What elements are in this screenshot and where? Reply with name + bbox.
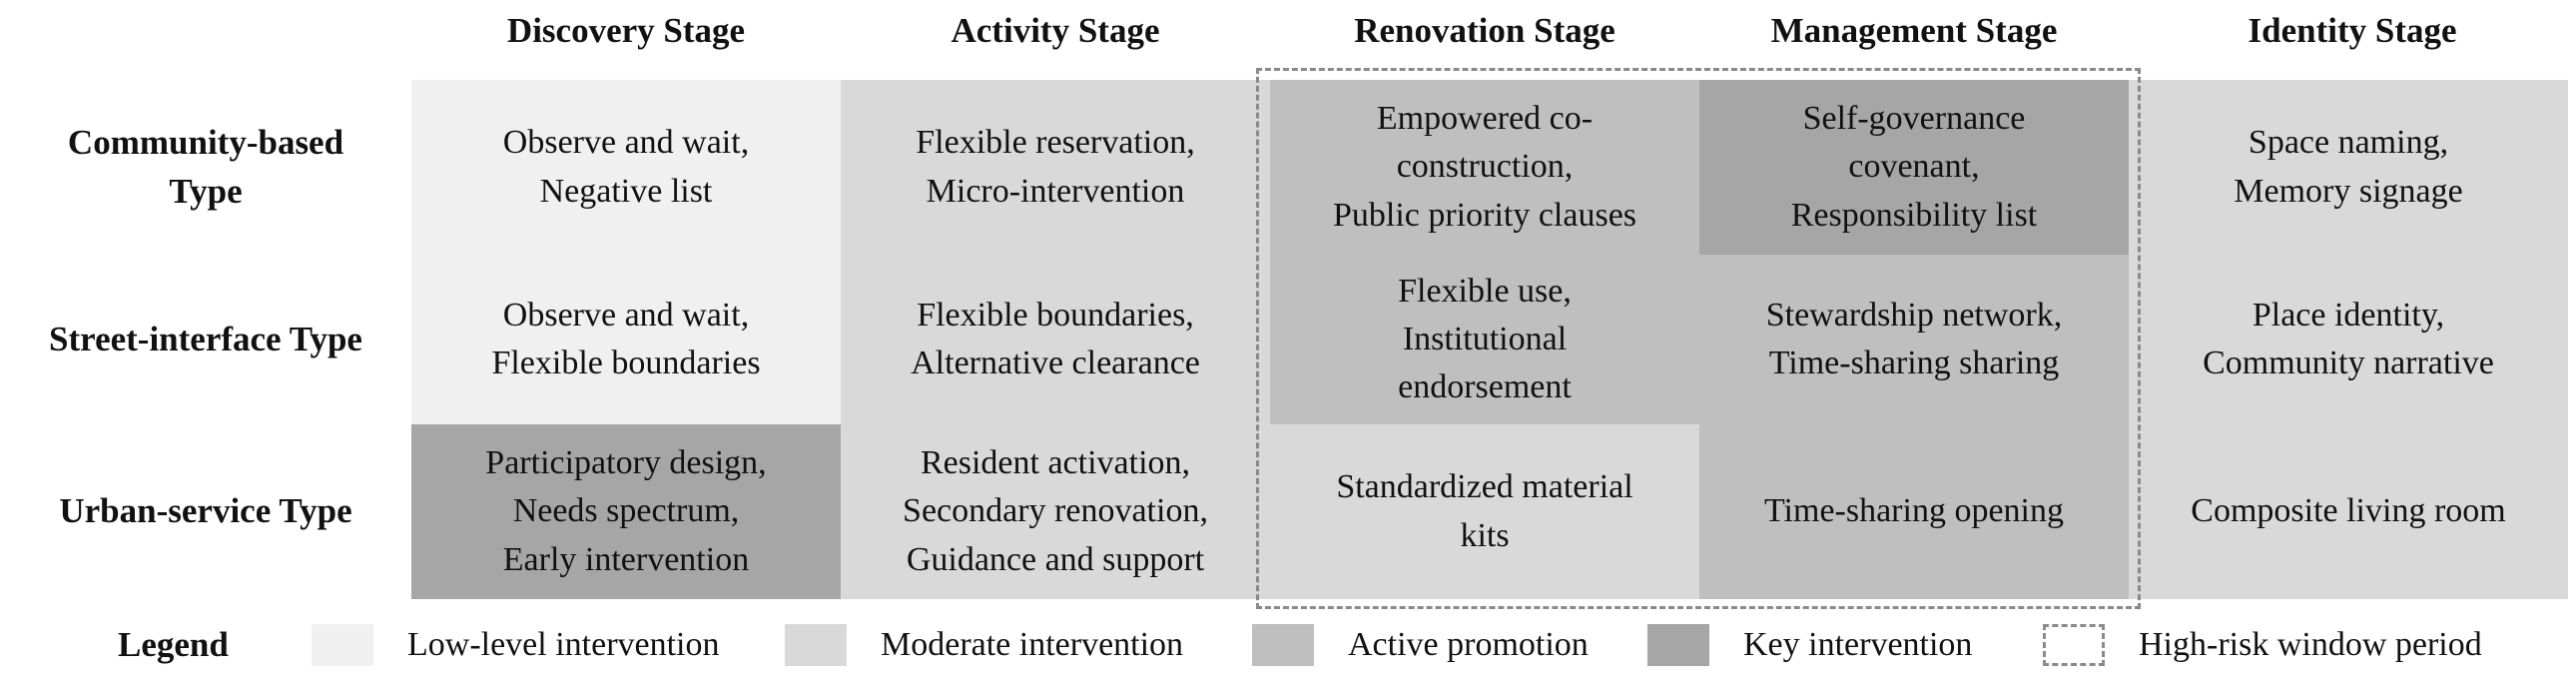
cell-community-management: [1699, 80, 2129, 255]
cell-text: Flexible use, Institutional endorsement: [1398, 272, 1572, 406]
legend-swatch-key: [1647, 624, 1709, 666]
cell-community-discovery: [411, 80, 841, 255]
cell-urban-identity: [2129, 424, 2568, 599]
cell-urban-activity: [841, 424, 1270, 599]
legend-label-active: Active promotion: [1348, 626, 1589, 663]
cell-text: Standardized material kits: [1336, 468, 1633, 554]
cell-urban-renovation: [1270, 424, 1699, 599]
cell-urban-management: [1699, 424, 2129, 599]
cell-text: Observe and wait, Negative list: [502, 124, 750, 210]
legend-title: Legend: [118, 625, 229, 664]
column-header-identity-stage: Identity Stage: [2248, 11, 2457, 50]
cell-street-identity: [2129, 255, 2568, 424]
row-header-urban-service-type: Urban-service Type: [59, 491, 352, 531]
cell-text: Empowered co- construction, Public priority clauses: [1332, 100, 1637, 234]
cell-text: Flexible boundaries, Alternative clearance: [911, 296, 1200, 381]
cell-community-identity: [2129, 80, 2568, 255]
cell-street-renovation: [1270, 255, 1699, 424]
legend-label-moderate: Moderate intervention: [881, 626, 1184, 663]
cell-text: Composite living room: [2191, 492, 2506, 530]
cell-text: Space naming, Memory signage: [2234, 124, 2463, 210]
row-header-community-based-type: Community-based Type: [67, 123, 344, 211]
legend-label-key: Key intervention: [1743, 626, 1973, 663]
column-header-activity-stage: Activity Stage: [951, 11, 1160, 50]
column-header-management-stage: Management Stage: [1770, 11, 2058, 50]
legend-swatch-low: [312, 624, 373, 666]
legend-swatch-moderate: [785, 624, 847, 666]
cell-text: Participatory design, Needs spectrum, Early intervention: [485, 444, 767, 578]
cell-urban-discovery: [411, 424, 841, 599]
legend-label-low: Low-level intervention: [407, 626, 720, 663]
cell-street-activity: [841, 255, 1270, 424]
cell-text: Time-sharing opening: [1763, 492, 2064, 530]
legend-swatch-active: [1252, 624, 1314, 666]
column-header-discovery-stage: Discovery Stage: [506, 11, 746, 50]
column-header-renovation-stage: Renovation Stage: [1354, 11, 1615, 50]
cell-text: Stewardship network, Time-sharing sharing: [1765, 296, 2063, 381]
cell-text: Observe and wait, Flexible boundaries: [491, 296, 761, 381]
cell-text: Flexible reservation, Micro-intervention: [916, 124, 1195, 210]
cell-street-management: [1699, 255, 2129, 424]
cell-text: Place identity, Community narrative: [2203, 296, 2494, 381]
cell-text: Resident activation, Secondary renovation, Guidance and support: [903, 444, 1208, 578]
cell-street-discovery: [411, 255, 841, 424]
cell-text: Self-governance covenant, Responsibility list: [1790, 100, 2038, 234]
cell-community-activity: [841, 80, 1270, 255]
legend-swatch-high-risk: [2043, 624, 2105, 666]
cell-community-renovation: [1270, 80, 1699, 255]
row-header-street-interface-type: Street-interface Type: [49, 319, 362, 358]
legend-label-high-risk: High-risk window period: [2139, 626, 2482, 663]
